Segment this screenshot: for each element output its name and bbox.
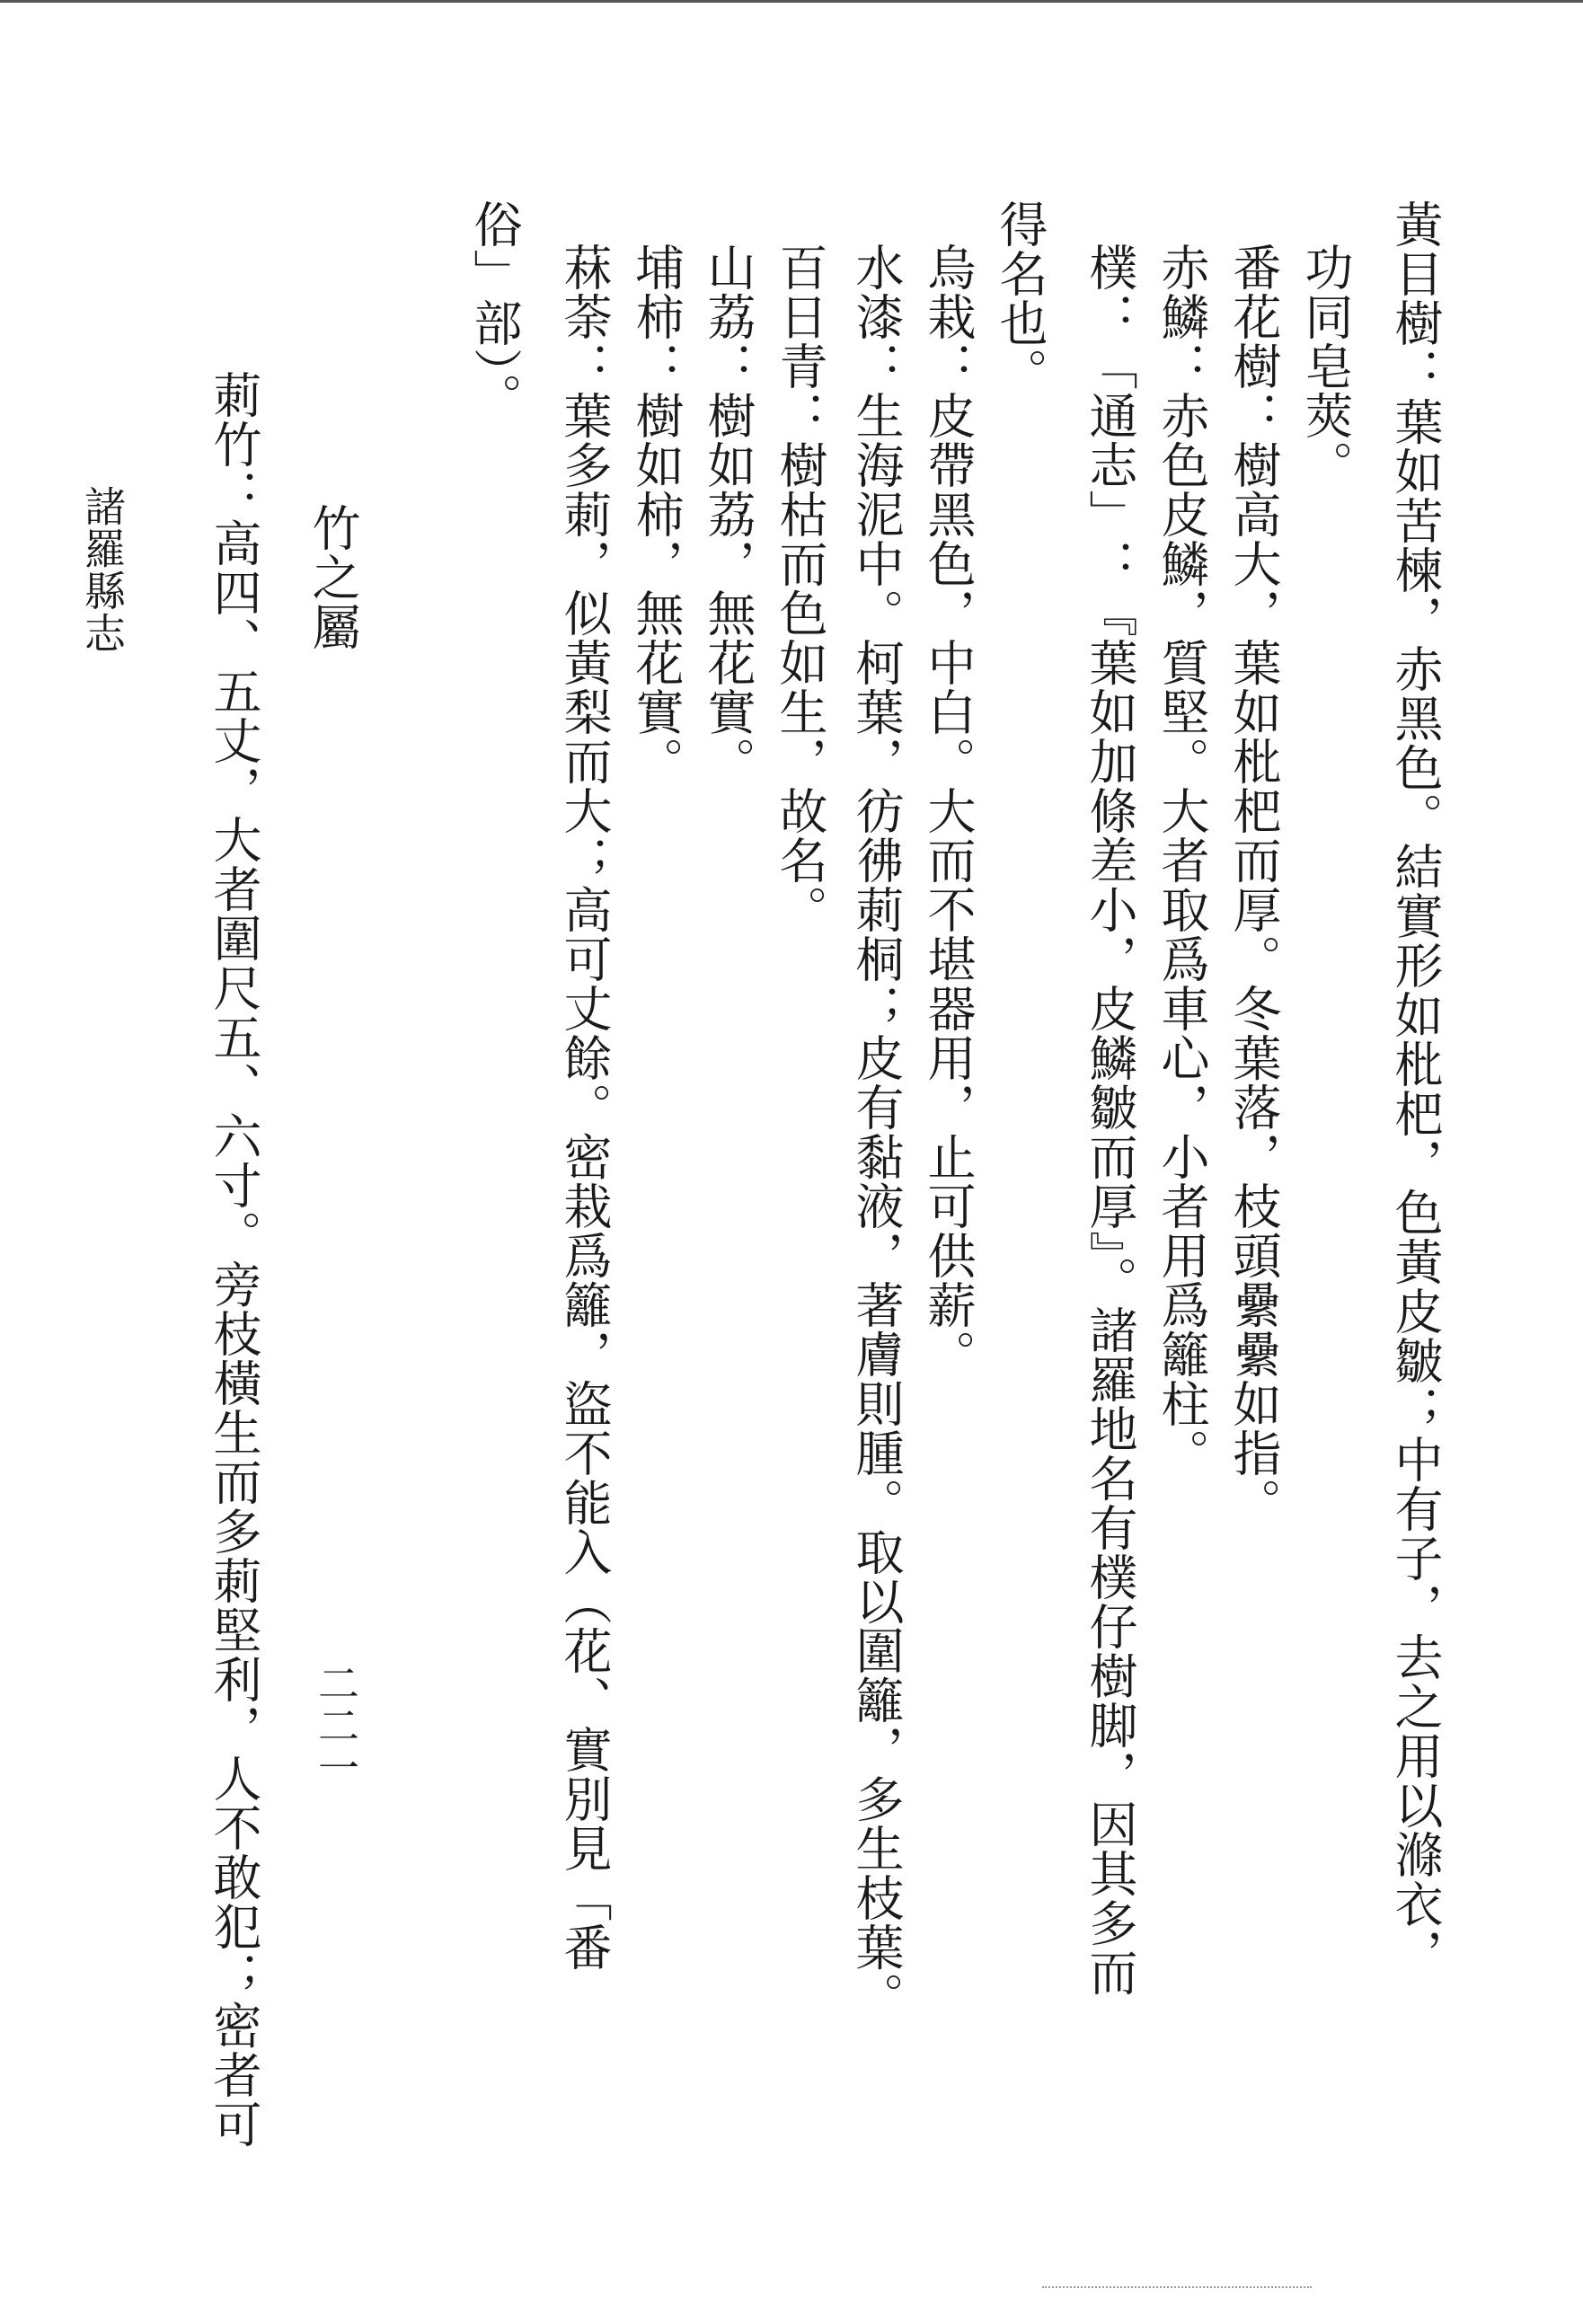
text-column-10: 山荔：樹如荔，無花實。	[700, 243, 756, 786]
text-column-11: 埔柿：樹如柿，無花實。	[628, 243, 685, 786]
text-column-13: 俗」部）。	[466, 199, 523, 422]
text-column-8: 水漆：生海泥中。柯葉，彷彿莿桐；皮有黏液，著膚則腫。取以圍籬，多生枝葉。	[848, 243, 905, 2021]
text-column-2: 功同皂莢。	[1297, 243, 1354, 490]
scan-edge-line	[0, 0, 1583, 3]
text-column-12: 菻荼：葉多莿，似黃梨而大；高可丈餘。密栽爲籬，盜不能入（花、實別見「番	[556, 243, 613, 1972]
text-column-6: 得名也。	[992, 199, 1048, 397]
text-column-9: 百日青：樹枯而色如生，故名。	[772, 243, 828, 934]
text-column-14: 莿竹：高四、五丈，大者圍尺五、六寸。旁枝橫生而多莿堅利，人不敢犯；密者可	[206, 370, 262, 2149]
text-column-1: 黃目樹：葉如苦楝，赤黑色。結實形如枇杷，色黃皮皺；中有子，去之用以滌衣，	[1387, 199, 1444, 1978]
text-column-5: 樸：「通志」：『葉如加條差小，皮鱗皺而厚』。諸羅地名有樸仔樹脚，因其多而	[1082, 243, 1138, 1997]
text-column-3: 番花樹：樹高大，葉如枇杷而厚。冬葉落，枝頭纍纍如指。	[1225, 243, 1282, 1527]
text-column-4: 赤鱗：赤色皮鱗，質堅。大者取爲車心，小者用爲籬柱。	[1154, 243, 1210, 1478]
scan-footer-mark	[1042, 2286, 1312, 2324]
text-column-7: 烏栽：皮帶黑色，中白。大而不堪器用，止可供薪。	[920, 243, 977, 1379]
page-number: 二二一	[312, 1662, 360, 1789]
running-title: 諸羅縣志	[78, 485, 127, 654]
section-heading: 竹之屬	[305, 503, 361, 651]
